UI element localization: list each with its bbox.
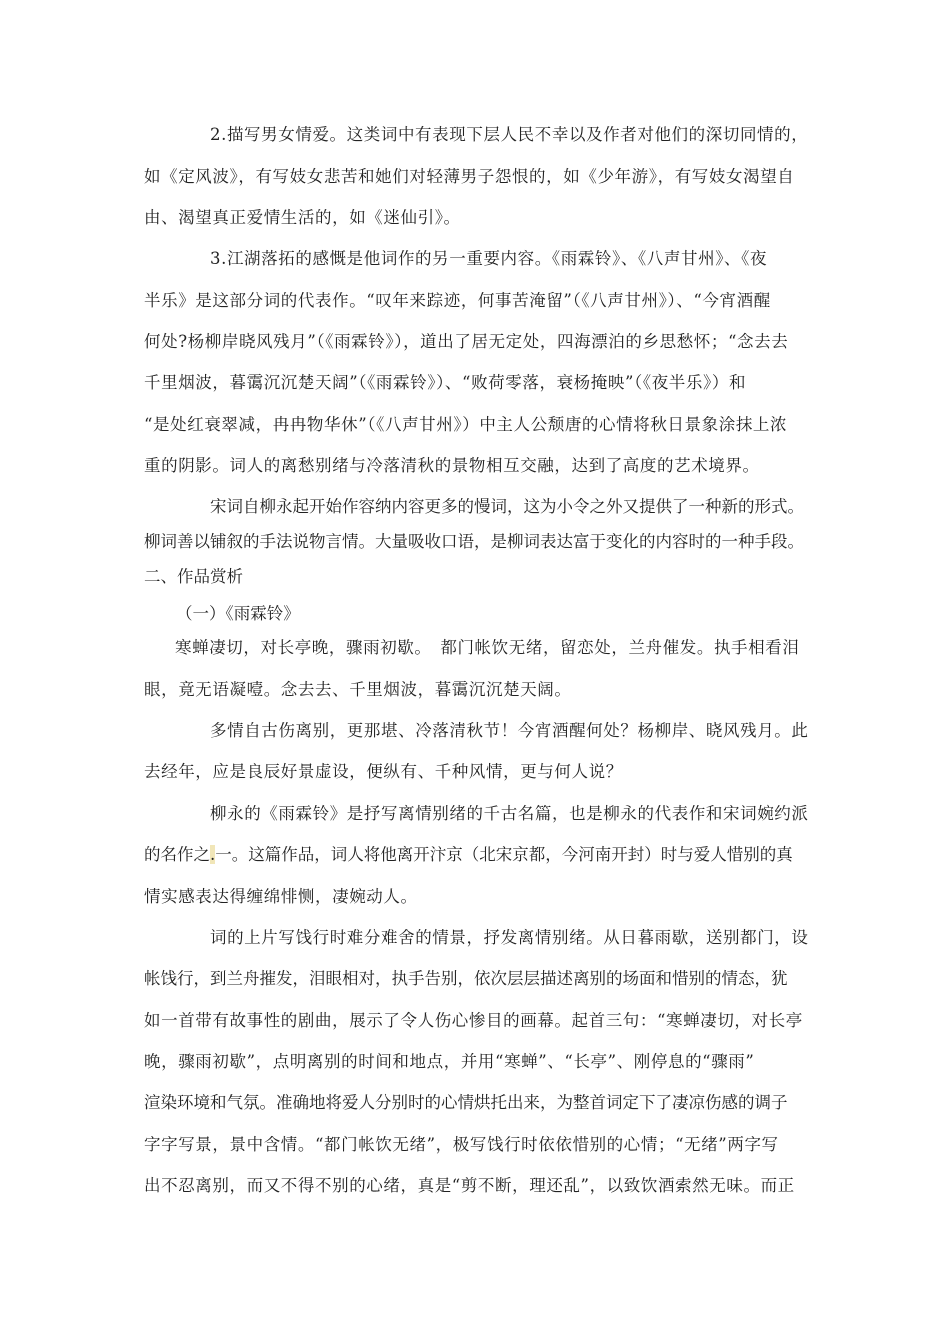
paragraph-2-line-5: “是处红衰翠减，冉冉物华休”（《八声甘州》）中主人公颓唐的心情将秋日景象涂抹上浓 [144,415,788,434]
paragraph-4-line-1: 柳永的《雨霖铃》是抒写离情别绪的千古名篇，也是柳永的代表作和宋词婉约派 [210,804,809,823]
paragraph-5-line-6: 字字写景，景中含情。“都门帐饮无绪”，极写饯行时依依惜别的心情；“无绪”两字写 [144,1135,779,1154]
section-heading: 二、作品赏析 [144,567,243,586]
paragraph-4-line-2-end: 一。这篇作品，词人将他离开汴京（北宋京都，今河南开封）时与爱人惜别的真 [215,845,793,864]
paragraph-4-line-3: 情实感表达得缠绵悱恻，凄婉动人。 [144,887,418,906]
verse-1-line-2: 眼，竟无语凝噎。念去去、千里烟波，暮霭沉沉楚天阔。 [144,680,572,699]
paragraph-2-line-3: 何处?杨柳岸晓风残月”（《雨霖铃》），道出了居无定处，四海漂泊的乡思愁怀；“念去去 [144,332,789,351]
paragraph-2-line-4: 千里烟波，暮霭沉沉楚天阔”（《雨霖铃》）、“败荷零落，衰杨掩映”（《夜半乐》）和 [144,373,747,392]
paragraph-5-line-2: 帐饯行，到兰舟摧发，泪眼相对，执手告别，依次层层描述离别的场面和惜别的情态，犹 [144,969,788,988]
paragraph-2-line-6: 重的阴影。词人的离愁别绪与冷落清秋的景物相互交融，达到了高度的艺术境界。 [144,456,760,475]
paragraph-2-line-2: 半乐》是这部分词的代表作。“叹年来踪迹，何事苦淹留”（《八声甘州》）、“今宵酒醒 [144,291,771,310]
paragraph-3-line-1: 宋词自柳永起开始作容纳内容更多的慢词，这为小令之外又提供了一种新的形式。 [210,497,804,516]
paragraph-3-line-2: 柳词善以铺叙的手法说物言情。大量吸收口语，是柳词表达富于变化的内容时的一种手段。 [144,532,804,551]
sub-heading: （一）《雨霖铃》 [176,604,300,623]
verse-2-line-1: 多情自古伤离别，更那堪、冷落清秋节！今宵酒醒何处？杨柳岸、晓风残月。此 [210,721,809,740]
paragraph-5-line-1: 词的上片写饯行时难分难舍的情景，抒发离情别绪。从日暮雨歇，送别都门，设 [210,928,809,947]
paragraph-1-line-3: 由、渴望真正爱情生活的，如《迷仙引》。 [144,208,461,227]
paragraph-2-line-1: 3.江湖落拓的感慨是他词作的另一重要内容。《雨霖铃》、《八声甘州》、《夜 [210,249,768,268]
verse-1-line-1: 寒蝉凄切，对长亭晚，骤雨初歇。 都门帐饮无绪，留恋处，兰舟催发。执手相看泪 [175,638,800,657]
paragraph-1-line-2: 如《定风波》，有写妓女悲苦和她们对轻薄男子怨恨的，如《少年游》，有写妓女渴望自 [144,167,795,186]
paragraph-5-line-5: 渲染环境和气氛。准确地将爱人分别时的心情烘托出来，为整首词定下了凄凉伤感的调子 [144,1093,788,1112]
paragraph-5-line-3: 如一首带有故事性的剧曲，展示了令人伤心惨目的画幕。起首三句：“寒蝉凄切，对长亭 [144,1011,803,1030]
paragraph-1-line-1: 2.描写男女情爱。这类词中有表现下层人民不幸以及作者对他们的深切同情的， [210,125,809,144]
highlight-mark: . [210,845,216,864]
paragraph-5-line-7: 出不忍离别，而又不得不别的心绪，真是“剪不断，理还乱”，以致饮酒索然无味。而正 [144,1176,795,1195]
paragraph-5-line-4: 晚，骤雨初歇”，点明离别的时间和地点，并用“寒蝉”、“长亭”、刚停息的“骤雨” [144,1052,755,1071]
paragraph-4-line-2 [144,844,793,866]
verse-2-line-2: 去经年，应是良辰好景虚设，便纵有、千种风情，更与何人说？ [144,762,623,781]
paragraph-4-line-2-start: 的名作之 [144,845,210,864]
